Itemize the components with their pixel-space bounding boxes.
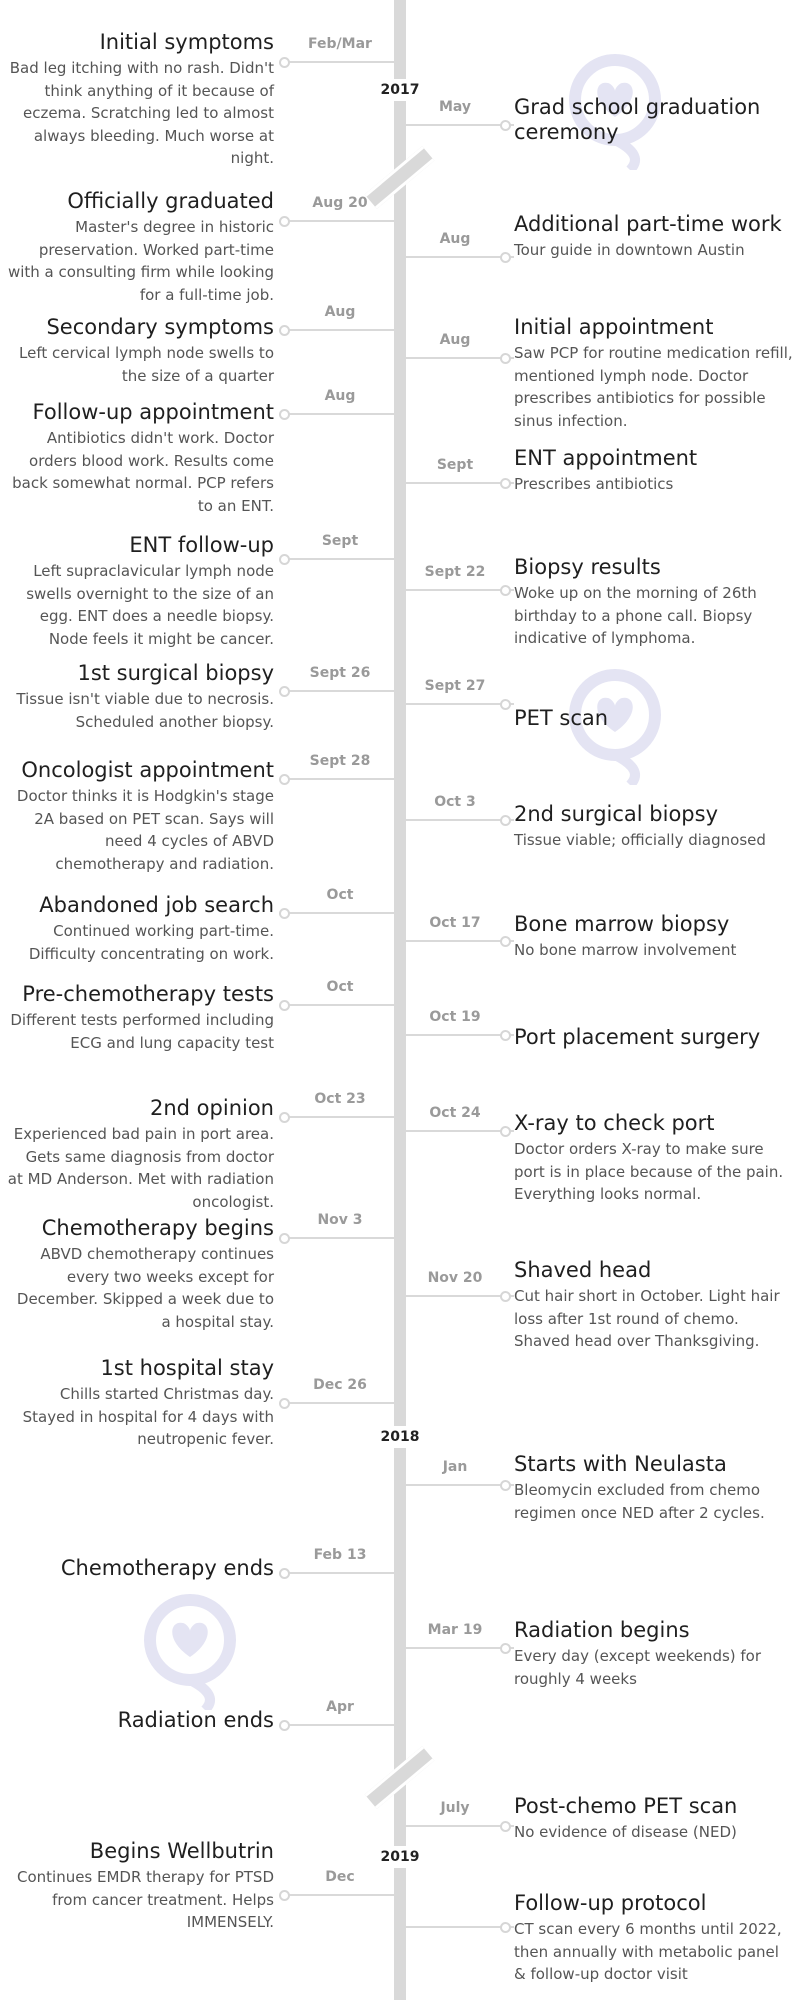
event-title: Radiation ends [117,1708,274,1732]
timeline-event [6,189,274,306]
event-date: Oct 19 [429,1009,481,1025]
timeline-dot [500,585,511,596]
heart-ribbon-logo [135,1585,245,1710]
timeline-event [514,1025,794,1050]
event-title: Pre-chemotherapy tests [22,982,274,1006]
timeline-event [514,912,794,962]
event-description: CT scan every 6 months until 2022, then annually with metabolic panel & follow-up doctor visit [514,1920,782,1984]
connector-line [286,1116,394,1118]
event-date: Oct 23 [314,1091,366,1107]
timeline-dot [500,478,511,489]
connector-line [406,1034,514,1036]
event-description: Experienced bad pain in port area. Gets same diagnosis from doctor at MD Anderson. Met with radiation oncologist. [7,1125,274,1211]
timeline-dot [279,325,290,336]
event-description: Chills started Christmas day. Stayed in hospital for 4 days with neutropenic fever. [22,1385,274,1449]
timeline-event [6,1096,274,1213]
connector-line [286,558,394,560]
timeline-dot [279,774,290,785]
timeline-spine [394,0,406,2000]
event-description: Left supraclavicular lymph node swells overnight to the size of an egg. ENT does a needle biopsy. Node feels it might be cancer. [26,562,274,648]
timeline-dot [279,1000,290,1011]
year-label: 2018 [370,1426,430,1448]
timeline-event [514,706,794,731]
event-description: Continued working part-time. Difficulty concentrating on work. [28,922,274,963]
event-title: Follow-up protocol [514,1891,707,1915]
connector-line [286,912,394,914]
timeline-dot [279,686,290,697]
event-date: Aug 20 [312,195,368,211]
event-description: Saw PCP for routine medication refill, mentioned lymph node. Doctor prescribes antibiotics for possible sinus infection. [514,344,793,430]
timeline-dot [279,1568,290,1579]
timeline-dot [500,1922,511,1933]
event-title: Biopsy results [514,555,661,579]
timeline-event [6,533,274,650]
connector-line [286,778,394,780]
connector-line [286,1572,394,1574]
timeline-event [6,315,274,387]
timeline-event [6,893,274,965]
event-date: Aug [324,304,356,320]
timeline-dot [500,353,511,364]
event-title: 1st hospital stay [100,1356,274,1380]
timeline-event [514,1618,794,1690]
event-title: Initial symptoms [99,30,274,54]
event-title: Grad school graduation ceremony [514,95,761,145]
connector-line [406,940,514,942]
connector-line [406,819,514,821]
event-title: Chemotherapy begins [41,1216,274,1240]
connector-line [406,1130,514,1132]
event-title: ENT follow-up [129,533,274,557]
timeline-event [514,315,794,432]
timeline-event [514,446,794,496]
connector-line [406,703,514,705]
event-title: Begins Wellbutrin [89,1839,274,1863]
timeline-event [514,1258,794,1353]
event-description: Tissue viable; officially diagnosed [514,831,766,850]
event-title: Post-chemo PET scan [514,1794,738,1818]
event-date: July [440,1800,470,1816]
event-date: Oct [326,887,354,903]
event-date: Sept [321,533,359,549]
event-description: ABVD chemotherapy continues every two weeks except for December. Skipped a week due to a hospital stay. [16,1245,274,1331]
event-title: Secondary symptoms [46,315,274,339]
timeline-dot [279,57,290,68]
connector-line [286,329,394,331]
event-title: Shaved head [514,1258,652,1282]
connector-line [406,357,514,359]
event-date: Aug [439,231,471,247]
event-date: Sept 28 [309,753,371,769]
timeline-dot [500,815,511,826]
timeline-event [6,758,274,875]
year-label: 2019 [370,1846,430,1868]
timeline-dot [279,1233,290,1244]
event-description: Prescribes antibiotics [514,475,674,494]
event-title: ENT appointment [514,446,698,470]
timeline-dot [500,1643,511,1654]
event-date: Sept 26 [309,665,371,681]
timeline-dot [500,1291,511,1302]
event-description: Tissue isn't viable due to necrosis. Scheduled another biopsy. [16,690,274,731]
connector-line [286,1724,394,1726]
timeline-event [6,982,274,1054]
event-description: Doctor orders X-ray to make sure port is in place because of the pain. Everything looks normal. [514,1140,784,1204]
event-date: Sept 22 [424,564,486,580]
connector-line [286,61,394,63]
event-date: Dec 26 [313,1377,367,1393]
event-title: Bone marrow biopsy [514,912,730,936]
timeline-dot [279,1720,290,1731]
event-title: Initial appointment [514,315,714,339]
timeline-dot [279,409,290,420]
timeline-dot [500,1821,511,1832]
event-title: X-ray to check port [514,1111,715,1135]
event-date: Oct 17 [429,915,481,931]
connector-line [286,1237,394,1239]
connector-line [406,482,514,484]
event-title: Additional part-time work [514,212,782,236]
event-title: Port placement surgery [514,1025,761,1049]
connector-line [286,1402,394,1404]
timeline-event [6,661,274,733]
event-description: Antibiotics didn't work. Doctor orders blood work. Results come back somewhat normal. PCP refers to an ENT. [12,429,274,515]
event-date: Nov 3 [317,1212,363,1228]
timeline-event [514,95,794,145]
event-date: Feb/Mar [308,36,372,52]
event-date: Jan [442,1459,468,1475]
connector-line [406,124,514,126]
event-title: Oncologist appointment [21,758,274,782]
timeline-dot [279,1112,290,1123]
event-date: Sept [436,457,474,473]
event-title: 2nd surgical biopsy [514,802,718,826]
event-title: Radiation begins [514,1618,690,1642]
event-date: Oct [326,979,354,995]
timeline-dot [500,1030,511,1041]
timeline-dot [279,1890,290,1901]
timeline-event [6,400,274,517]
event-description: Bleomycin excluded from chemo regimen once NED after 2 cycles. [514,1481,765,1522]
event-description: Left cervical lymph node swells to the size of a quarter [19,344,274,385]
event-date: Apr [326,1699,354,1715]
timeline-event [6,1356,274,1451]
event-description: Different tests performed including ECG and lung capacity test [10,1011,274,1052]
event-date: Oct 24 [429,1105,481,1121]
connector-line [406,1926,514,1928]
timeline-dot [500,699,511,710]
connector-line [286,1894,394,1896]
event-title: PET scan [514,706,609,730]
event-date: May [438,99,472,115]
timeline-event [514,802,794,852]
event-date: Oct 3 [434,794,476,810]
timeline-event [514,1111,794,1206]
connector-line [286,690,394,692]
event-description: Cut hair short in October. Light hair loss after 1st round of chemo. Shaved head over Thanksgiving. [514,1287,780,1351]
timeline-event [514,555,794,650]
event-description: No bone marrow involvement [514,941,737,960]
timeline-event [514,212,794,262]
timeline-dot [279,216,290,227]
event-title: Chemotherapy ends [60,1556,274,1580]
connector-line [406,589,514,591]
event-date: Mar 19 [427,1622,483,1638]
connector-line [406,1484,514,1486]
timeline-event [514,1794,794,1844]
event-description: Doctor thinks it is Hodgkin's stage 2A based on PET scan. Says will need 4 cycles of ABVD chemotherapy and radiation. [16,787,274,873]
timeline-dot [500,936,511,947]
year-label: 2017 [370,79,430,101]
event-description: Every day (except weekends) for roughly 4 weeks [514,1647,762,1688]
event-date: Dec [325,1869,355,1885]
event-date: Aug [439,332,471,348]
event-date: Nov 20 [427,1270,483,1286]
event-title: Follow-up appointment [32,400,274,424]
connector-line [286,1004,394,1006]
event-description: No evidence of disease (NED) [514,1823,737,1842]
timeline-event [514,1452,794,1524]
connector-line [406,1825,514,1827]
event-title: 2nd opinion [150,1096,274,1120]
event-description: Woke up on the morning of 26th birthday to a phone call. Biopsy indicative of lymphoma. [514,584,757,648]
event-description: Continues EMDR therapy for PTSD from cancer treatment. Helps IMMENSELY. [16,1868,274,1932]
timeline-event [6,30,274,170]
event-date: Feb 13 [313,1547,367,1563]
connector-line [406,1295,514,1297]
timeline-event [6,1216,274,1333]
connector-line [406,256,514,258]
connector-line [406,1647,514,1649]
timeline-dot [500,120,511,131]
timeline-event [6,1556,274,1581]
timeline-dot [500,252,511,263]
timeline-dot [279,1398,290,1409]
event-date: Sept 27 [424,678,486,694]
event-title: 1st surgical biopsy [77,661,274,685]
timeline-event [514,1891,794,1986]
timeline-dot [500,1126,511,1137]
event-description: Tour guide in downtown Austin [514,241,745,260]
event-title: Abandoned job search [39,893,274,917]
event-description: Bad leg itching with no rash. Didn't think anything of it because of eczema. Scratching led to almost always bleeding. Much worse at night. [9,59,274,168]
event-date: Aug [324,388,356,404]
connector-line [286,413,394,415]
timeline-event [6,1708,274,1733]
timeline-dot [279,908,290,919]
connector-line [286,220,394,222]
event-description: Master's degree in historic preservation. Worked part-time with a consulting firm while looking for a full-time job. [7,218,274,304]
timeline-event [6,1839,274,1934]
event-title: Officially graduated [67,189,274,213]
timeline-dot [279,554,290,565]
event-title: Starts with Neulasta [514,1452,727,1476]
timeline-dot [500,1480,511,1491]
